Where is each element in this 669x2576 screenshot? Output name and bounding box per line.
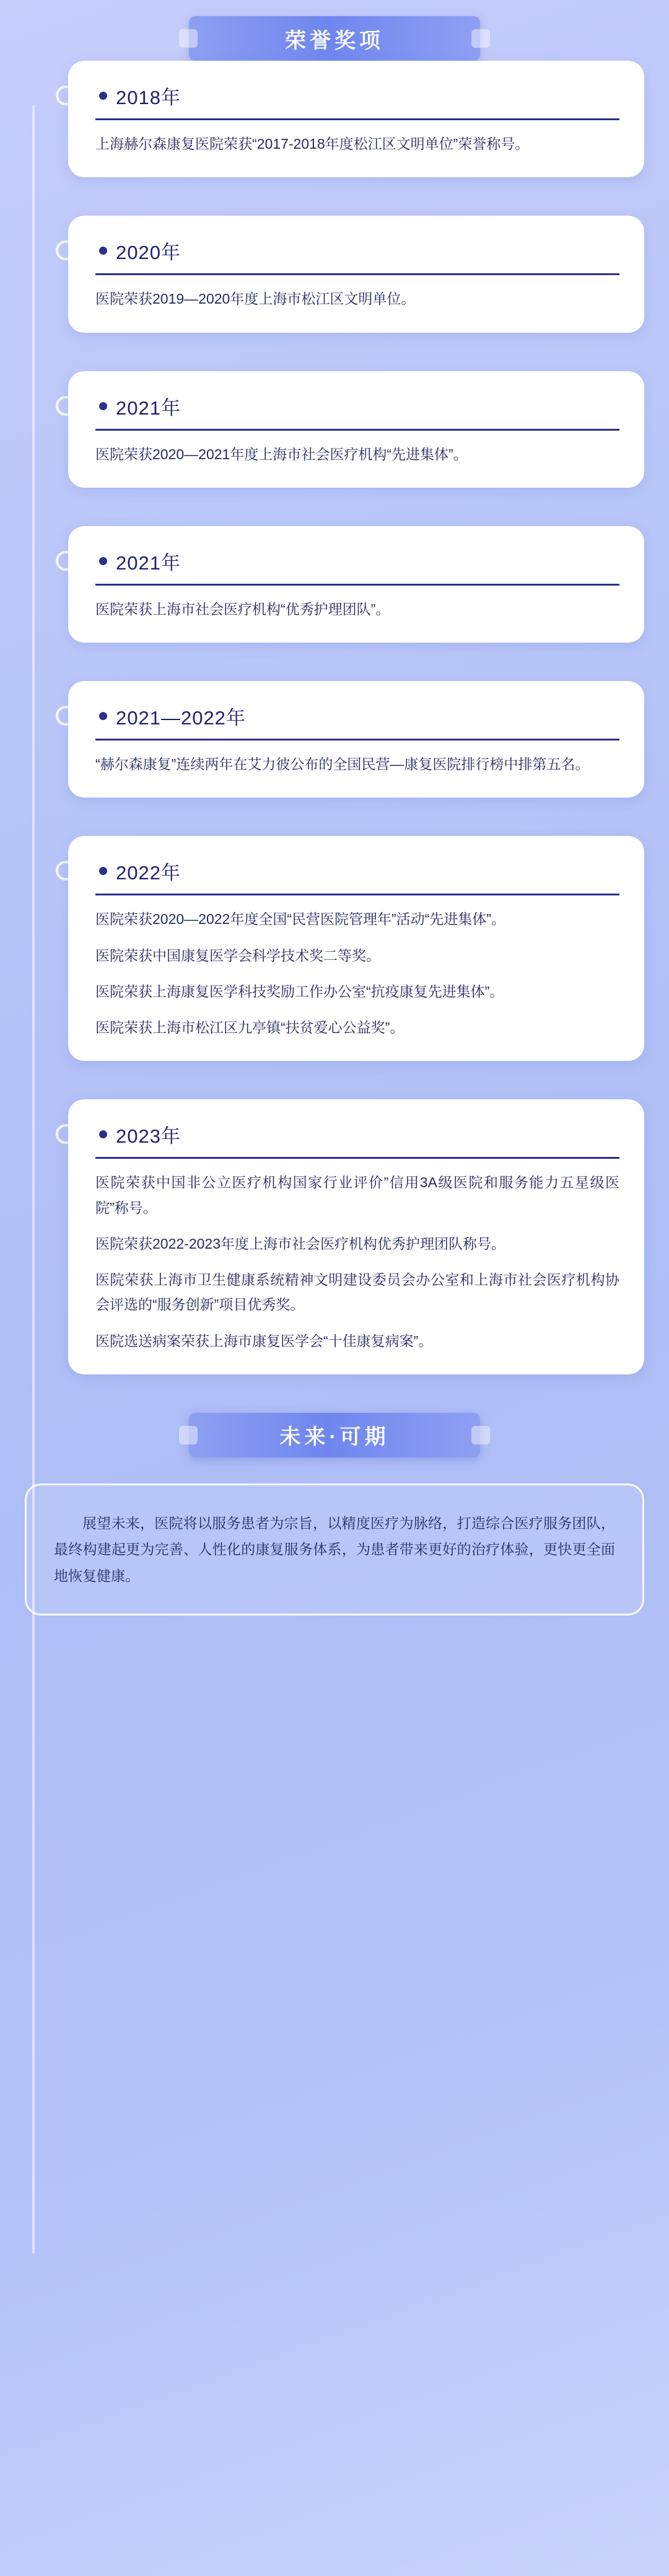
bullet-dot-icon: [99, 867, 107, 875]
timeline-paragraph: 医院荣获2020—2021年度上海市社会医疗机构“先进集体”。: [95, 446, 468, 462]
timeline-year-label: 2023年: [116, 1125, 181, 1148]
timeline-paragraph: 上海赫尔森康复医院荣获“2017-2018年度松江区文明单位”荣誉称号。: [95, 136, 530, 152]
timeline-paragraph: 医院荣获2020—2022年度全国“民营医院管理年”活动“先进集体”。: [95, 911, 505, 928]
timeline-year-label: 2021年: [116, 552, 181, 574]
timeline-year-label: 2021—2022年: [116, 707, 246, 729]
honors-title-text: 荣誉奖项: [285, 29, 384, 53]
timeline-card-body: [95, 275, 619, 311]
honors-title-pill: [189, 16, 480, 61]
timeline-paragraph: 医院荣获上海市松江区九亭镇“扶贫爱心公益奖”。: [95, 1019, 404, 1035]
timeline-paragraph: 医院荣获上海市卫生健康系统精神文明建设委员会办公室和上海市社会医疗机构协会评选的“服务创新”项目优秀奖。: [95, 1272, 619, 1313]
timeline-year-label: 2022年: [116, 862, 181, 884]
timeline-card: [68, 371, 644, 488]
timeline-card: [68, 216, 644, 332]
timeline-card-header: [95, 392, 619, 431]
timeline-paragraph: 医院荣获上海市社会医疗机构“优秀护理团队”。: [95, 600, 390, 617]
bullet-dot-icon: [99, 92, 107, 100]
timeline-paragraph: 医院荣获中国非公立医疗机构国家行业评价”信用3A级医院和服务能力五星级医院”称号。: [95, 1174, 619, 1216]
timeline-card: [68, 836, 644, 1061]
timeline-card: [68, 61, 644, 177]
timeline-card-header: [95, 82, 619, 120]
timeline-paragraph: 医院荣获上海康复医学科技奖励工作办公室“抗疫康复先进集体”。: [95, 983, 504, 1000]
timeline-card-body: [95, 1159, 619, 1353]
timeline-card: [68, 681, 644, 798]
timeline-card-header: [95, 1120, 619, 1159]
honors-header: [0, 0, 669, 61]
bullet-dot-icon: [99, 402, 107, 410]
timeline-card-body: [95, 120, 619, 156]
timeline-card-header: [95, 857, 619, 895]
timeline-paragraph: “赫尔森康复”连续两年在艾力彼公布的全国民营—康复医院排行榜中排第五名。: [95, 756, 590, 772]
timeline-card-body: [95, 431, 619, 467]
timeline-card-body: [95, 741, 619, 776]
future-title-pill: [189, 1413, 480, 1457]
future-outlook-block: [25, 1484, 644, 1616]
timeline-card-header: [95, 237, 619, 275]
timeline-card-body: [95, 895, 619, 1040]
future-outlook-text: 展望未来，医院将以服务患者为宗旨，以精度医疗为脉络，打造综合医疗服务团队，最终构建起更为完善、人性化的康复服务体系，为患者带来更好的治疗体验，更快更全面地恢复健康。: [54, 1514, 615, 1584]
timeline-card: [68, 1099, 644, 1374]
timeline-year-label: 2020年: [116, 242, 181, 264]
timeline-year-label: 2021年: [116, 397, 181, 419]
timeline-card-list: [0, 61, 669, 1374]
timeline-paragraph: 医院荣获中国康复医学会科学技术奖二等奖。: [95, 947, 380, 964]
timeline-card-header: [95, 702, 619, 741]
timeline-card-body: [95, 586, 619, 622]
future-header: [0, 1413, 669, 1457]
timeline-card: [68, 526, 644, 643]
timeline-paragraph: 医院选送病案荣获上海市康复医学会“十佳康复病案”。: [95, 1332, 433, 1349]
timeline-card-header: [95, 547, 619, 586]
bullet-dot-icon: [99, 247, 107, 255]
timeline-paragraph: 医院荣获2019—2020年度上海市松江区文明单位。: [95, 291, 416, 307]
bullet-dot-icon: [99, 557, 107, 565]
bullet-dot-icon: [99, 712, 107, 720]
bullet-dot-icon: [99, 1130, 107, 1138]
timeline-paragraph: 医院荣获2022-2023年度上海市社会医疗机构优秀护理团队称号。: [95, 1235, 505, 1252]
future-title-text: 未来·可期: [279, 1425, 390, 1449]
timeline-year-label: 2018年: [116, 87, 181, 108]
